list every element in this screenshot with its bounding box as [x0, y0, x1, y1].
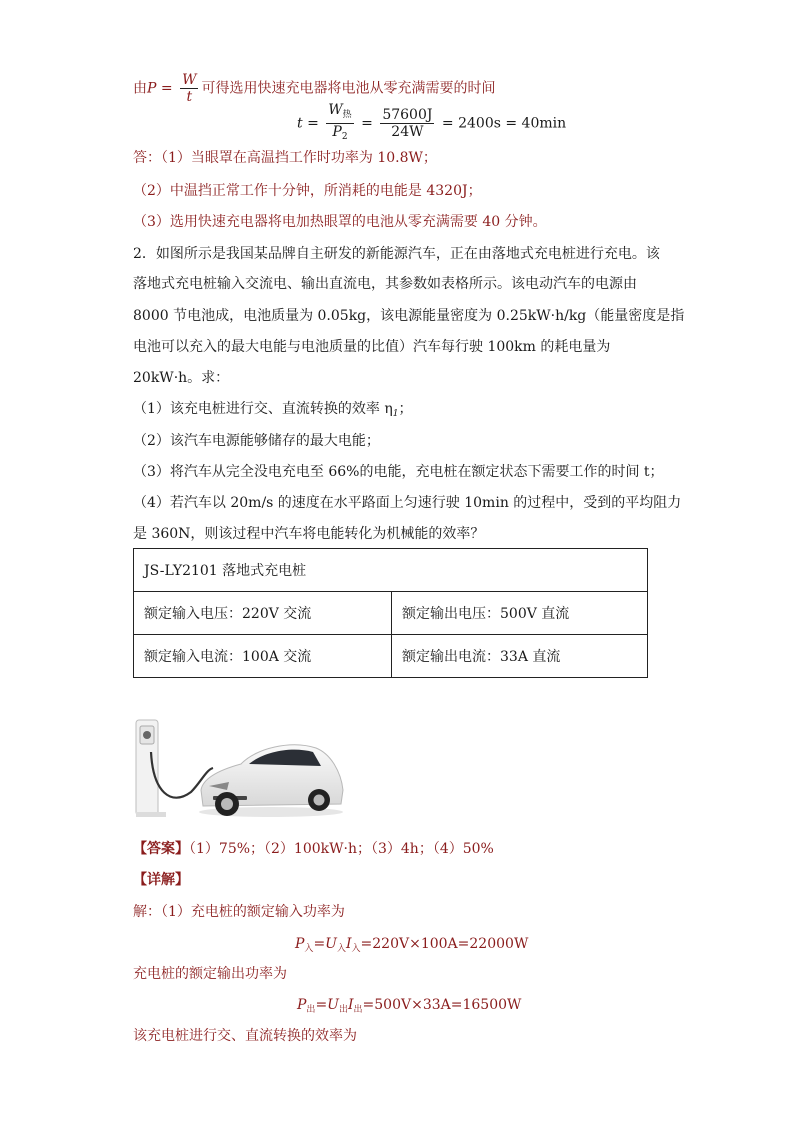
derivation-line	[133, 72, 495, 105]
derivation-tail: 可得选用快速充电器将电池从零充满需要的时间	[201, 80, 496, 97]
formula-eq: =	[156, 80, 178, 97]
eq2-rest: =500V×33A=16500W	[362, 997, 522, 1013]
eq-den2: 24W	[391, 124, 424, 140]
eq1-u: U	[325, 936, 337, 952]
formula-p: P	[147, 80, 157, 97]
electric-car-icon	[199, 745, 343, 817]
eq-p-sub: 2	[341, 132, 348, 142]
output-power-equation	[297, 995, 521, 1020]
eq1-i: I	[346, 936, 352, 952]
time-equation	[297, 102, 566, 145]
answer-prev-1: 答：（1）当眼罩在高温挡工作时功率为 10.8W；	[133, 150, 437, 166]
eta-sub: 1	[392, 409, 399, 419]
detail-intro: 解：（1）充电桩的额定输入功率为	[133, 904, 345, 920]
table-title-cell: JS-LY2101 落地式充电桩	[134, 549, 648, 592]
eq-eq1: =	[302, 115, 324, 132]
answer-line	[133, 839, 494, 859]
power-fraction	[180, 72, 198, 105]
eq1-eq: =	[313, 936, 326, 952]
answer-text: （1）75%；（2）100kW·h；（3）4h；（4）50%	[189, 841, 494, 857]
eq1-u-sub: 入	[336, 944, 346, 954]
question-item-1	[133, 399, 412, 424]
question-line-5: 20kW·h。求：	[133, 370, 230, 386]
question-item-2: （2）该汽车电源能够储存的最大电能；	[133, 433, 380, 449]
answer-prev-3: （3）选用快速充电器将电加热眼罩的电池从零充满需要 40 分钟。	[133, 214, 547, 230]
eq1-p: P	[295, 936, 305, 952]
charger-spec-table	[133, 548, 648, 678]
ev-charging-illustration	[131, 712, 346, 822]
question-item-4: （4）若汽车以 20m/s 的速度在水平路面上匀速行驶 10min 的过程中，受到的平均阻力	[133, 495, 682, 511]
table-cell: 额定输入电流：100A 交流	[134, 635, 392, 678]
table-cell: 额定输入电压：220V 交流	[134, 592, 392, 635]
eq-w: W	[328, 102, 343, 118]
question-line-1: 2．如图所示是我国某品牌自主研发的新能源汽车，正在由落地式充电桩进行充电。该	[133, 246, 660, 262]
table-cell: 额定输出电流：33A 直流	[392, 635, 648, 678]
eta-tail: ；	[398, 401, 413, 417]
frac-den: t	[186, 89, 193, 105]
charging-station-icon	[136, 720, 166, 817]
eq2-eq: =	[315, 997, 328, 1013]
eq1-p-sub: 入	[304, 944, 314, 954]
eq1-i-sub: 入	[351, 944, 361, 954]
eq-frac1	[326, 102, 353, 145]
question-item-1-text: （1）该充电桩进行交、直流转换的效率 η	[133, 401, 393, 417]
table-row	[134, 592, 648, 635]
eq2-u-sub: 出	[338, 1005, 348, 1015]
detail-label: 【详解】	[133, 872, 189, 888]
eq1-rest: =220V×100A=22000W	[360, 936, 529, 952]
eq-eq2: =	[356, 115, 378, 132]
eq2-u: U	[327, 997, 339, 1013]
eq-result: = 2400s = 40min	[437, 115, 567, 132]
table-row	[134, 635, 648, 678]
eq2-p-sub: 出	[306, 1005, 316, 1015]
detail-line-2: 充电桩的额定输出功率为	[133, 966, 287, 982]
eq-w-sub: 热	[342, 110, 352, 120]
eq-frac2	[380, 107, 434, 140]
eq-num2: 57600J	[382, 107, 433, 123]
eq-t: t	[297, 115, 303, 132]
eq2-p: P	[297, 997, 307, 1013]
input-power-equation	[295, 934, 528, 959]
frac-num: W	[182, 72, 197, 88]
table-row	[134, 549, 648, 592]
derivation-lead: 由	[133, 80, 147, 97]
question-line-4: 电池可以充入的最大电能与电池质量的比值）汽车每行驶 100km 的耗电量为	[133, 339, 611, 355]
eq-p: P	[332, 124, 342, 140]
detail-line-3: 该充电桩进行交、直流转换的效率为	[133, 1028, 357, 1044]
answer-label: 【答案】	[133, 841, 189, 857]
eq2-i-sub: 出	[353, 1005, 363, 1015]
eq2-i: I	[348, 997, 354, 1013]
question-item-5: 是 360N，则该过程中汽车将电能转化为机械能的效率？	[133, 526, 485, 542]
answer-prev-2: （2）中温挡正常工作十分钟，所消耗的电能是 4320J；	[133, 183, 482, 199]
table-cell: 额定输出电压：500V 直流	[392, 592, 648, 635]
question-item-3: （3）将汽车从完全没电充电至 66%的电能，充电桩在额定状态下需要工作的时间 t；	[133, 464, 664, 480]
question-line-3: 8000 节电池成，电池质量为 0.05kg，该电源能量密度为 0.25kW·h/kg（能量密度是指	[133, 308, 685, 324]
question-line-2: 落地式充电桩输入交流电、输出直流电，其参数如表格所示。该电动汽车的电源由	[133, 276, 637, 292]
